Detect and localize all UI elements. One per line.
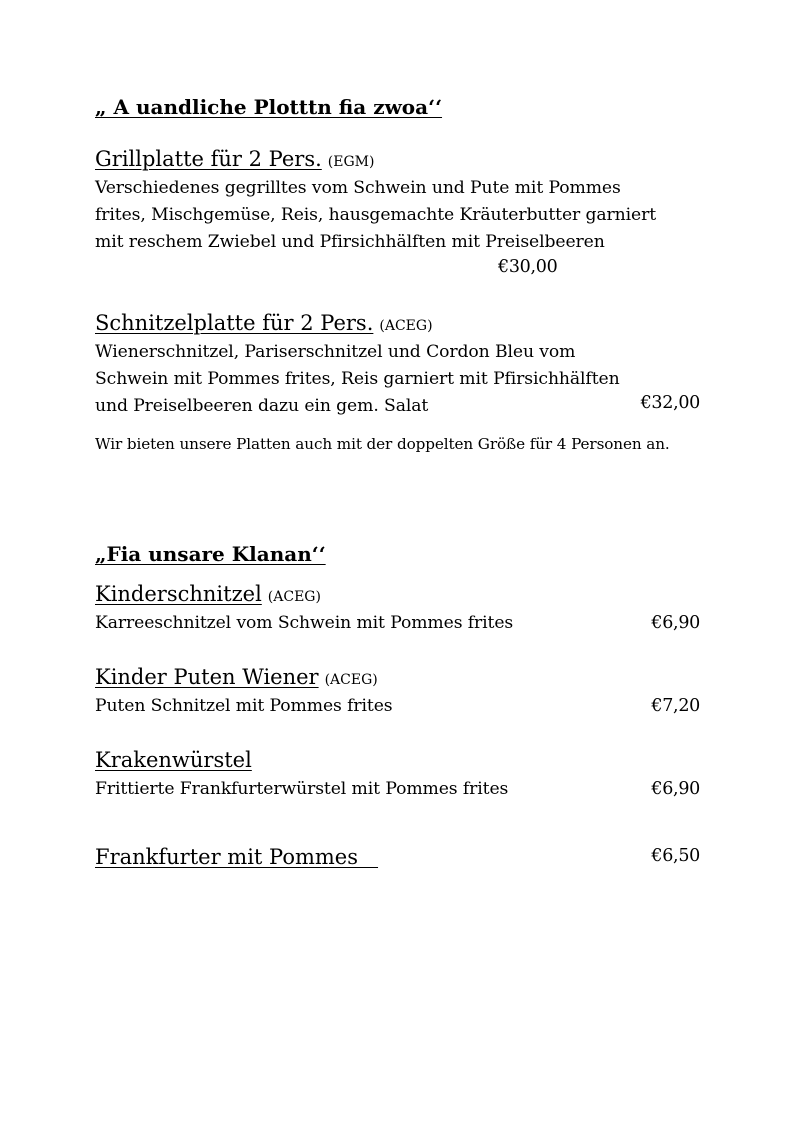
platter-size-note: Wir bieten unsere Platten auch mit der doppelten Größe für 4 Personen an. (95, 435, 670, 453)
item-name: Kinderschnitzel (95, 582, 262, 606)
item-description-schnitzelplatte (95, 339, 705, 420)
item-description: Frittierte Frankfurterwürstel mit Pommes frites (95, 779, 509, 799)
item-description-grillplatte (95, 175, 705, 256)
price-frankfurter: €6,50 (651, 846, 700, 866)
allergen-codes: (EGM) (327, 154, 375, 170)
item-description: Karreeschnitzel vom Schwein mit Pommes frites (95, 613, 514, 633)
description-line: und Preiselbeeren dazu ein gem. Salat (95, 396, 429, 416)
item-name: Krakenwürstel (95, 748, 252, 772)
item-name: Grillplatte für 2 Pers. (95, 147, 322, 171)
item-row-kinderschnitzel (95, 611, 705, 635)
item-row-kinder-puten-wiener (95, 694, 705, 718)
price-schnitzelplatte: €32,00 (640, 393, 700, 413)
section-title-platters: „ A uandliche Plotttn fia zwoa‘‘ (95, 95, 443, 119)
item-description: Puten Schnitzel mit Pommes frites (95, 696, 393, 716)
item-title-kinderschnitzel (95, 582, 321, 606)
description-line: Wienerschnitzel, Pariserschnitzel und Cordon Bleu vom (95, 342, 576, 362)
allergen-codes: (ACEG) (379, 318, 433, 334)
price-grillplatte: €30,00 (498, 257, 558, 277)
allergen-codes: (ACEG) (267, 589, 321, 605)
description-line: Schwein mit Pommes frites, Reis garniert mit Pfirsichhälften (95, 369, 620, 389)
item-name: Frankfurter mit Pommes (95, 845, 379, 869)
item-name: Schnitzelplatte für 2 Pers. (95, 311, 374, 335)
price-krakenwuerstel: €6,90 (651, 779, 700, 799)
item-title-schnitzelplatte (95, 311, 433, 335)
item-title-frankfurter (95, 845, 705, 869)
item-title-grillplatte (95, 147, 374, 171)
allergen-codes: (ACEG) (324, 672, 378, 688)
description-line: frites, Mischgemüse, Reis, hausgemachte Kräuterbutter garniert (95, 205, 657, 225)
item-name: Kinder Puten Wiener (95, 665, 319, 689)
description-line: Verschiedenes gegrilltes vom Schwein und Pute mit Pommes (95, 178, 621, 198)
item-title-krakenwuerstel (95, 748, 252, 772)
description-line: mit reschem Zwiebel und Pfirsichhälften mit Preiselbeeren (95, 232, 605, 252)
price-kinderschnitzel: €6,90 (651, 613, 700, 633)
section-title-kids: „Fia unsare Klanan‘‘ (95, 542, 326, 566)
item-row-krakenwuerstel (95, 777, 705, 801)
price-kinder-puten-wiener: €7,20 (651, 696, 700, 716)
item-title-kinder-puten-wiener (95, 665, 378, 689)
